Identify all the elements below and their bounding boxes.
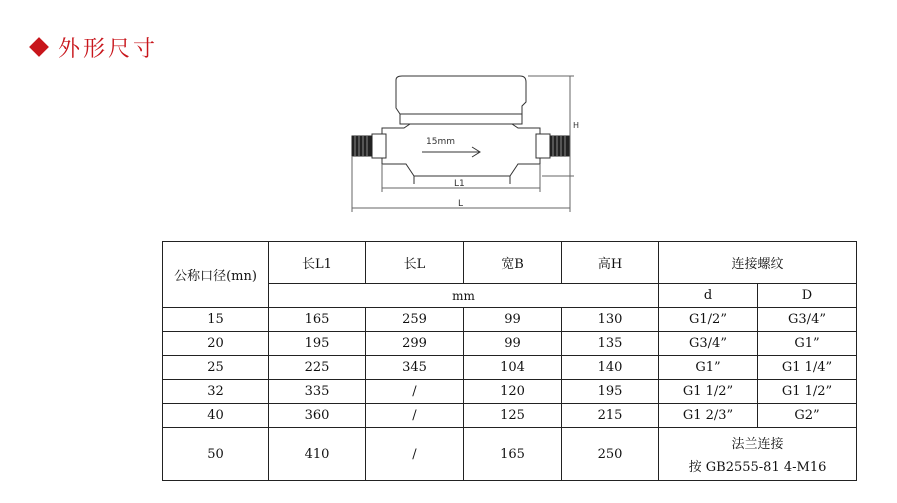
cell-dn: 25 (163, 356, 269, 380)
section-title (28, 30, 158, 64)
cell-dn: 40 (163, 404, 269, 428)
cell-l1: 225 (269, 356, 366, 380)
dim-l1-label: L1 (454, 179, 465, 189)
flow-label: 15mm (426, 137, 455, 147)
cell-h: 250 (562, 428, 659, 481)
cell-thread-d: G1 1/2” (659, 380, 758, 404)
cell-l: 345 (366, 356, 464, 380)
cell-h: 140 (562, 356, 659, 380)
cell-b: 104 (464, 356, 562, 380)
cell-dn: 32 (163, 380, 269, 404)
table-header-row (163, 242, 857, 284)
header-length-l1: 长L1 (269, 242, 366, 284)
cell-flange-connection (659, 428, 857, 481)
header-length-l: 长L (366, 242, 464, 284)
cell-l: / (366, 380, 464, 404)
left-nut (372, 134, 386, 158)
cell-l1: 165 (269, 308, 366, 332)
cell-thread-d: G1/2” (659, 308, 758, 332)
header-connection-thread: 连接螺纹 (659, 242, 857, 284)
water-meter-outline-drawing (330, 72, 590, 217)
cell-h: 215 (562, 404, 659, 428)
cell-h: 195 (562, 380, 659, 404)
cell-thread-D: G2” (758, 404, 857, 428)
cell-l1: 410 (269, 428, 366, 481)
cell-thread-D: G1 1/4” (758, 356, 857, 380)
cell-thread-d: G3/4” (659, 332, 758, 356)
cell-dn: 50 (163, 428, 269, 481)
cell-b: 125 (464, 404, 562, 428)
cell-h: 130 (562, 308, 659, 332)
cell-b: 165 (464, 428, 562, 481)
cell-b: 120 (464, 380, 562, 404)
header-height-h: 高H (562, 242, 659, 284)
cell-thread-D: G1” (758, 332, 857, 356)
table-row (163, 404, 857, 428)
cell-thread-d: G1” (659, 356, 758, 380)
cell-b: 99 (464, 332, 562, 356)
unit-label: mm (269, 284, 659, 308)
cell-thread-D: G1 1/2” (758, 380, 857, 404)
meter-body (382, 124, 540, 176)
flange-connection-label: 法兰连接 (731, 437, 784, 452)
cell-l: / (366, 404, 464, 428)
cell-l1: 335 (269, 380, 366, 404)
header-nominal-size: 公称口径(mn) (163, 242, 269, 308)
table-row (163, 380, 857, 404)
cell-h: 135 (562, 332, 659, 356)
table-row (163, 428, 857, 481)
cell-l1: 195 (269, 332, 366, 356)
cell-b: 99 (464, 308, 562, 332)
cell-l: / (366, 428, 464, 481)
header-width-b: 宽B (464, 242, 562, 284)
cell-l: 299 (366, 332, 464, 356)
cell-thread-D: G3/4” (758, 308, 857, 332)
meter-register-head (396, 76, 526, 114)
flange-standard-label: 按 GB2555-81 4-M16 (688, 460, 827, 475)
dimension-spec-table (162, 241, 857, 481)
table-row (163, 308, 857, 332)
section-title-text: 外形尺寸 (58, 36, 159, 62)
cell-dn: 15 (163, 308, 269, 332)
cell-dn: 20 (163, 332, 269, 356)
header-thread-d: d (659, 284, 758, 308)
table-row (163, 332, 857, 356)
table-row (163, 356, 857, 380)
cell-l1: 360 (269, 404, 366, 428)
dim-h-label: H (573, 121, 580, 130)
diamond-bullet-icon (29, 37, 49, 57)
cell-l: 259 (366, 308, 464, 332)
dim-l-label: L (458, 199, 464, 209)
cell-thread-d: G1 2/3” (659, 404, 758, 428)
right-nut (536, 134, 550, 158)
header-thread-D: D (758, 284, 857, 308)
